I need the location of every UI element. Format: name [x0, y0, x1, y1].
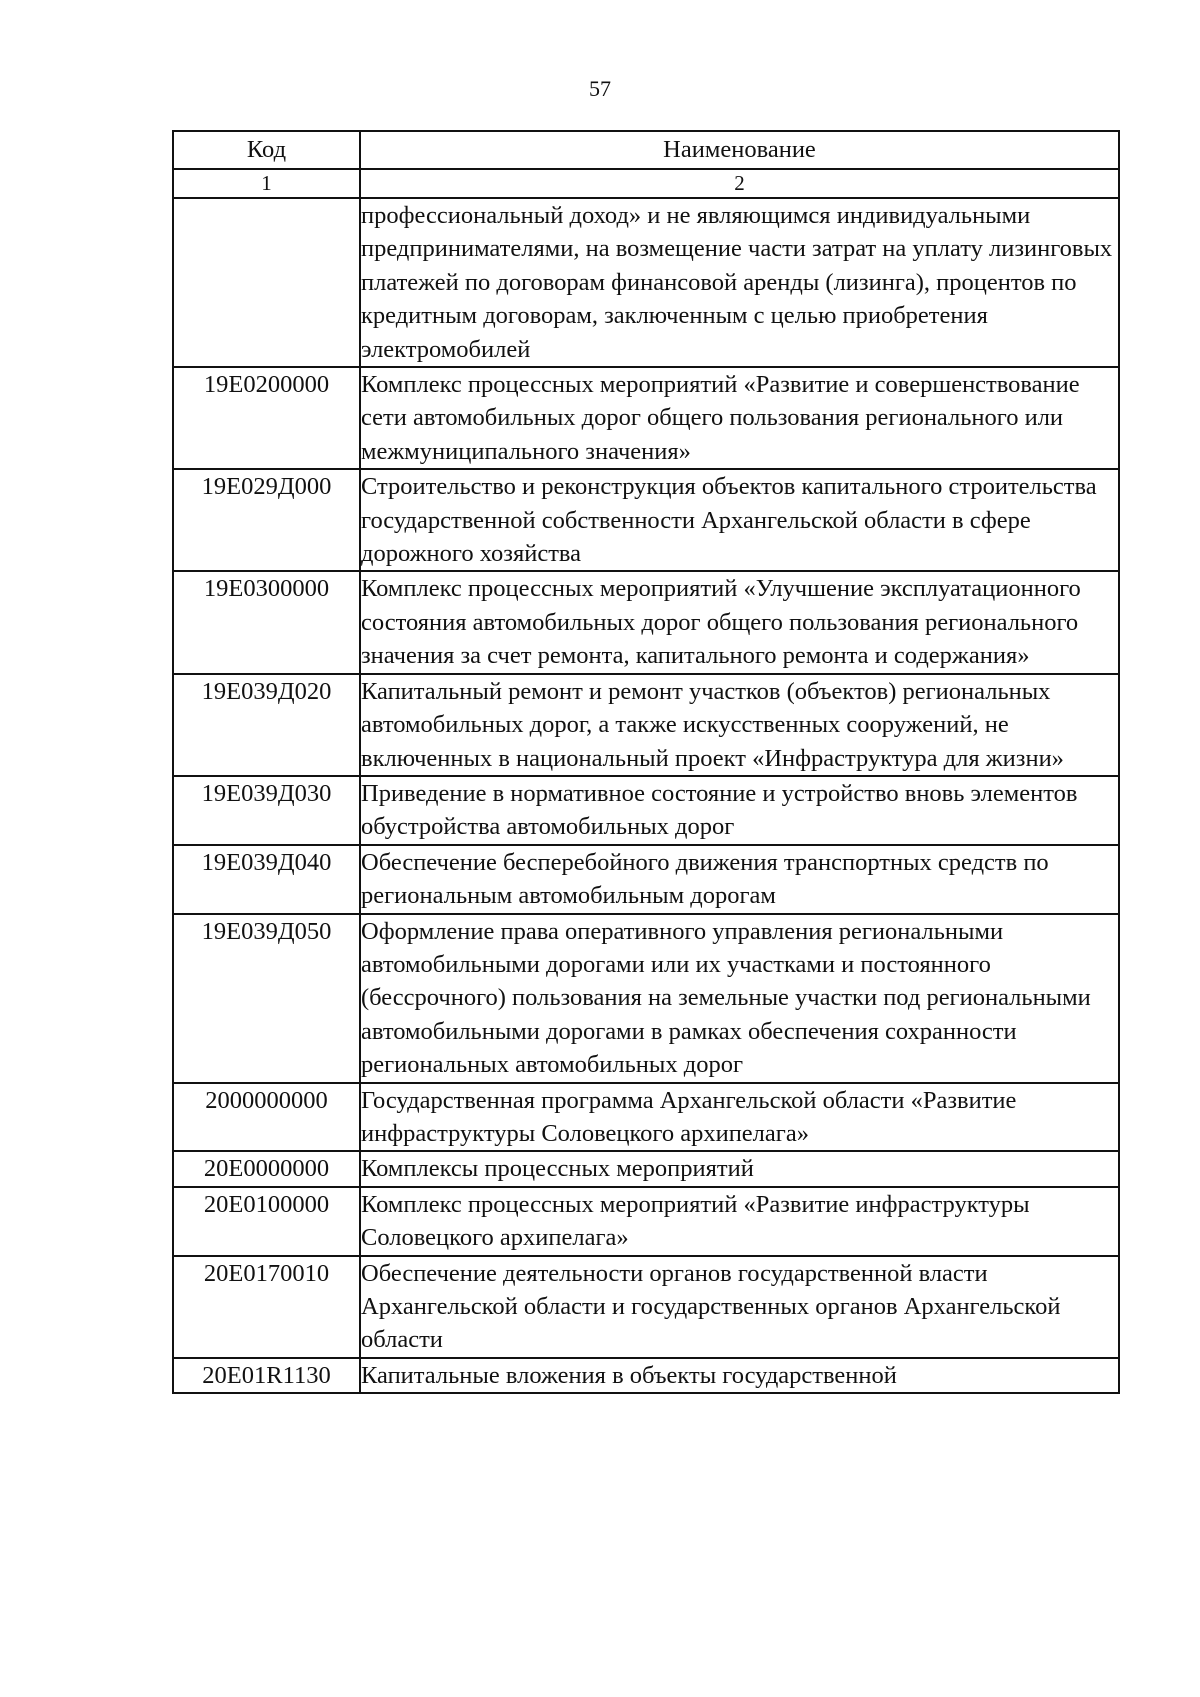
row-code — [173, 198, 360, 367]
table-row — [173, 1151, 1119, 1186]
budget-code-table — [172, 130, 1120, 1394]
table-row — [173, 914, 1119, 1083]
header-code: Код — [173, 131, 360, 169]
row-name: профессиональный доход» и не являющимся индивидуальными предпринимателями, на возмещение части затрат на уплату лизинговых платежей по договорам финансовой аренды (лизинга), процентов по кредитным договорам, заключенным с целью приобретения электромобилей — [360, 198, 1119, 367]
table-row — [173, 776, 1119, 845]
row-name: Комплекс процессных мероприятий «Развитие инфраструктуры Соловецкого архипелага» — [360, 1187, 1119, 1256]
table-header-row — [173, 131, 1119, 169]
row-name: Обеспечение деятельности органов государственной власти Архангельской области и государственных органов Архангельской области — [360, 1256, 1119, 1358]
row-code: 19Е0300000 — [173, 571, 360, 673]
table-row — [173, 367, 1119, 469]
row-code: 19Е039Д020 — [173, 674, 360, 776]
row-code: 20Е0170010 — [173, 1256, 360, 1358]
page-number: 57 — [589, 76, 611, 101]
row-code: 20Е0000000 — [173, 1151, 360, 1186]
table-row — [173, 1256, 1119, 1358]
table-row — [173, 469, 1119, 571]
table-row — [173, 1083, 1119, 1152]
row-name: Комплекс процессных мероприятий «Развитие и совершенствование сети автомобильных дорог общего пользования регионального или межмуниципального значения» — [360, 367, 1119, 469]
row-name: Государственная программа Архангельской области «Развитие инфраструктуры Соловецкого архипелага» — [360, 1083, 1119, 1152]
table-row — [173, 845, 1119, 914]
table-row — [173, 198, 1119, 367]
row-name: Строительство и реконструкция объектов капитального строительства государственной собственности Архангельской области в сфере дорожного хозяйства — [360, 469, 1119, 571]
row-code: 2000000000 — [173, 1083, 360, 1152]
row-name: Оформление права оперативного управления региональными автомобильными дорогами или их участками и постоянного (бессрочного) пользования на земельные участки под региональными автомобильными дорогами в рамках обеспечения сохранности региональных автомобильных дорог — [360, 914, 1119, 1083]
row-code: 19Е0200000 — [173, 367, 360, 469]
column-number-1: 1 — [173, 169, 360, 198]
table-row — [173, 1187, 1119, 1256]
header-name: Наименование — [360, 131, 1119, 169]
column-number-2: 2 — [360, 169, 1119, 198]
table-row — [173, 1358, 1119, 1393]
row-code: 19Е039Д030 — [173, 776, 360, 845]
row-code: 20Е01R1130 — [173, 1358, 360, 1393]
row-code: 19Е029Д000 — [173, 469, 360, 571]
row-code: 20Е0100000 — [173, 1187, 360, 1256]
row-name: Комплекс процессных мероприятий «Улучшение эксплуатационного состояния автомобильных дорог общего пользования регионального значения за счет ремонта, капитального ремонта и содержания» — [360, 571, 1119, 673]
row-name: Приведение в нормативное состояние и устройство вновь элементов обустройства автомобильных дорог — [360, 776, 1119, 845]
column-number-row — [173, 169, 1119, 198]
row-code: 19Е039Д050 — [173, 914, 360, 1083]
row-name: Обеспечение бесперебойного движения транспортных средств по региональным автомобильным дорогам — [360, 845, 1119, 914]
table-row — [173, 674, 1119, 776]
row-name: Капитальный ремонт и ремонт участков (объектов) региональных автомобильных дорог, а также искусственных сооружений, не включенных в национальный проект «Инфраструктура для жизни» — [360, 674, 1119, 776]
row-code: 19Е039Д040 — [173, 845, 360, 914]
row-name: Капитальные вложения в объекты государственной — [360, 1358, 1119, 1393]
table-row — [173, 571, 1119, 673]
row-name: Комплексы процессных мероприятий — [360, 1151, 1119, 1186]
